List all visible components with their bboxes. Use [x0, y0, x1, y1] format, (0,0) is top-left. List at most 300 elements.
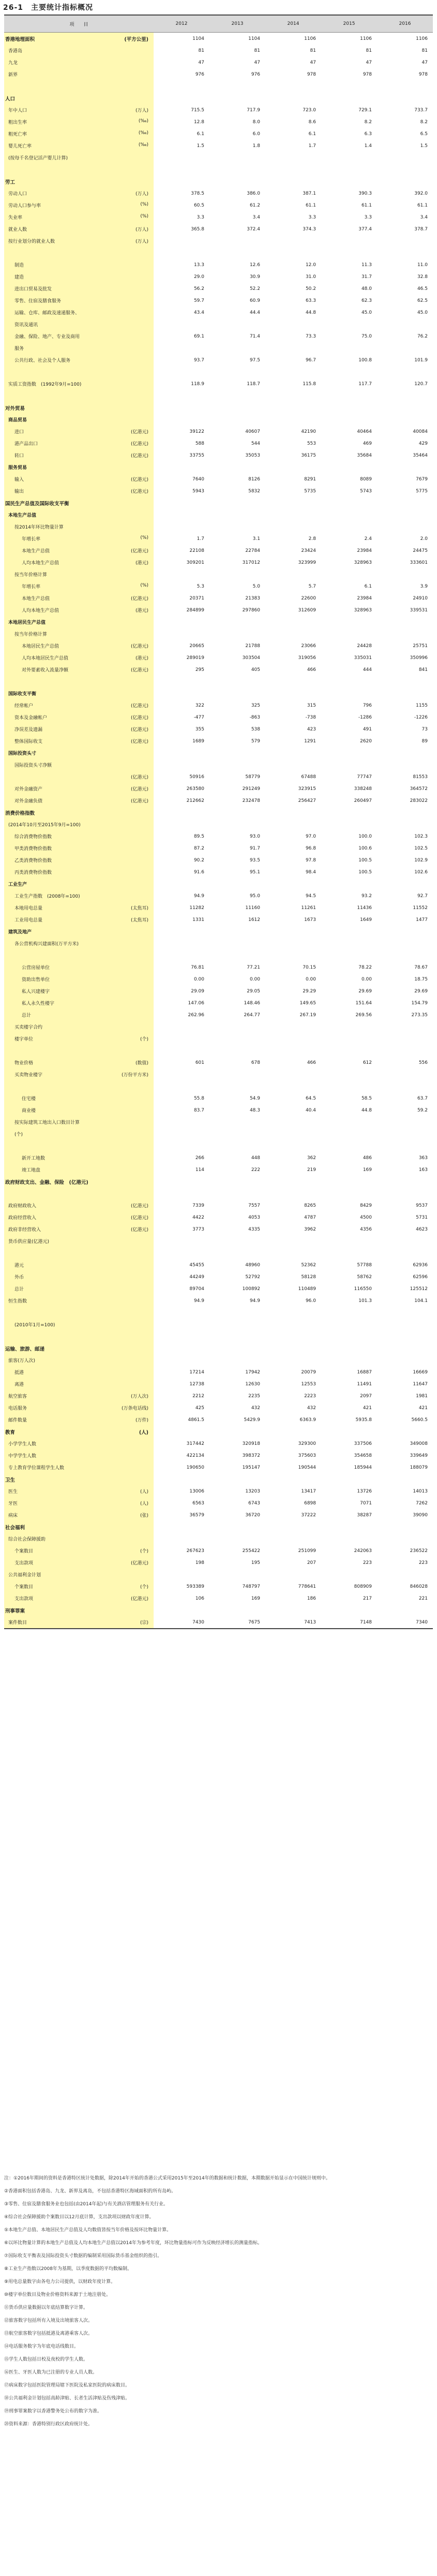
value-cell: 11282	[189, 905, 204, 911]
table-row	[4, 580, 433, 592]
row-label: 恒生指数	[8, 1299, 27, 1304]
table-row	[4, 1104, 433, 1116]
row-label-cell	[4, 1569, 154, 1580]
value-cell	[209, 568, 265, 580]
value-cell	[377, 1033, 433, 1045]
table-row	[4, 342, 433, 354]
value-cell: 12553	[301, 1381, 316, 1387]
row-label: 港元	[14, 1263, 24, 1268]
row-label: 粗出生率	[8, 120, 27, 125]
row-label: 各公营机构兴建面积(万平方米)	[14, 942, 79, 947]
table-row	[4, 1545, 433, 1557]
row-label-cell	[4, 545, 154, 557]
row-label-cell	[4, 1450, 154, 1461]
row-label-cell	[4, 378, 154, 390]
row-label: 本地居民生产总值	[22, 644, 59, 649]
row-unit: (万人)	[135, 192, 148, 197]
value-cell	[377, 1045, 433, 1057]
table-row	[4, 378, 433, 390]
table-row	[4, 449, 433, 461]
value-cell: 100892	[242, 1286, 260, 1292]
row-label: 竣工地盘	[22, 1168, 41, 1173]
value-cell	[209, 366, 265, 378]
table-row	[4, 1176, 433, 1188]
row-label-cell	[4, 1426, 154, 1438]
value-cell	[265, 1473, 321, 1485]
row-label-cell	[4, 1461, 154, 1473]
value-cell	[209, 402, 265, 414]
table-row	[4, 199, 433, 211]
value-cell: 486	[363, 1155, 372, 1161]
row-label: 按当年价格计算	[14, 573, 48, 578]
row-unit: (万份平方米)	[121, 1073, 148, 1078]
value-cell	[321, 1604, 377, 1616]
row-label-cell	[4, 1402, 154, 1414]
row-label-cell	[4, 271, 154, 283]
row-label: 运输、仓库、邮政及速递服务、	[14, 311, 80, 316]
row-label: 公营房屋单位	[22, 965, 50, 971]
value-cell: 364572	[410, 786, 428, 792]
value-cell	[265, 164, 321, 175]
value-cell: 58779	[245, 774, 260, 780]
value-cell	[209, 247, 265, 259]
value-cell: 4335	[248, 1226, 260, 1232]
value-cell: 81	[421, 48, 428, 53]
row-label-cell	[4, 1283, 154, 1295]
value-cell: 81553	[413, 774, 428, 780]
footnote: ⑧工业生产指数以2008年为基期，以季度数据的平均数编制。	[4, 2266, 132, 2272]
table-row	[4, 187, 433, 199]
value-cell	[265, 509, 321, 521]
value-cell: 1106	[304, 36, 316, 41]
value-cell	[377, 1604, 433, 1616]
value-cell: 35684	[357, 452, 372, 458]
value-cell: 21383	[245, 595, 260, 601]
footnote: ⑯医生、牙医人数为已注册的专业人员人数。	[4, 2370, 98, 2375]
value-cell: 73	[421, 726, 428, 732]
value-cell: 325	[251, 702, 260, 708]
value-cell	[154, 747, 209, 759]
row-label: 按2014年环比物量计算	[14, 525, 64, 530]
value-cell: 93.7	[193, 357, 204, 363]
value-cell	[321, 1426, 377, 1438]
value-cell	[377, 759, 433, 771]
value-cell	[377, 164, 433, 175]
value-cell	[377, 676, 433, 687]
row-label-cell	[4, 961, 154, 973]
value-cell: 32.8	[417, 274, 428, 280]
value-cell: 715.5	[191, 107, 204, 113]
table-row	[4, 56, 433, 68]
value-cell: 12.6	[249, 262, 260, 268]
row-label-cell	[4, 45, 154, 56]
row-label-cell	[4, 687, 154, 699]
row-label-cell	[4, 1438, 154, 1450]
value-cell	[265, 461, 321, 473]
table-row	[4, 997, 433, 1009]
row-unit: (亿港元)	[130, 727, 148, 733]
row-label: 外币	[14, 1275, 24, 1280]
value-cell	[265, 1342, 321, 1354]
value-cell	[209, 1176, 265, 1188]
value-cell: 22600	[301, 595, 316, 601]
table-row	[4, 461, 433, 473]
row-label-cell	[4, 592, 154, 604]
row-label-cell	[4, 1223, 154, 1235]
value-cell: 117.7	[358, 381, 372, 387]
value-cell	[154, 92, 209, 104]
value-cell: 93.0	[249, 833, 260, 839]
value-cell	[377, 747, 433, 759]
row-label-cell	[4, 521, 154, 533]
row-label-cell	[4, 795, 154, 807]
row-label-cell	[4, 938, 154, 949]
value-cell	[154, 414, 209, 426]
row-label: 本地居民生产总值	[8, 620, 46, 625]
row-label: 实质工资指数 (1992年9月=100)	[8, 382, 82, 387]
row-label: 公共福利金计划	[8, 1573, 41, 1578]
row-label: 港产品出口	[14, 442, 38, 447]
row-label-cell	[4, 1497, 154, 1509]
value-cell	[321, 521, 377, 533]
value-cell: 469	[363, 441, 372, 446]
value-cell: 16887	[357, 1369, 372, 1375]
row-label-cell	[4, 652, 154, 664]
value-cell: 3.3	[364, 214, 372, 220]
value-cell: 13.3	[193, 262, 204, 268]
value-cell	[154, 807, 209, 818]
row-label: 香港地理面积	[5, 36, 35, 42]
value-cell: 102.5	[414, 845, 428, 851]
value-cell: 5735	[304, 488, 316, 494]
row-label: 买卖楼宇合约	[14, 1025, 43, 1030]
table-row	[4, 1366, 433, 1378]
value-cell	[265, 616, 321, 628]
row-unit: (平方公里)	[124, 36, 148, 42]
row-label: 对外金融负债	[14, 799, 43, 804]
table-row	[4, 1485, 433, 1497]
value-cell	[377, 497, 433, 509]
row-label: 金融、保险、地产、专业及商用	[14, 334, 80, 340]
row-unit: (港元)	[135, 656, 148, 661]
value-cell: 77747	[357, 774, 372, 780]
table-row	[4, 1569, 433, 1580]
row-label-cell	[4, 1545, 154, 1557]
value-cell	[377, 414, 433, 426]
value-cell: 62.5	[417, 298, 428, 303]
row-label: 政府非经营收入	[8, 1227, 41, 1233]
value-cell	[321, 318, 377, 330]
value-cell	[265, 1045, 321, 1057]
row-label-cell	[4, 497, 154, 509]
row-label: 资助出售单位	[22, 977, 50, 983]
value-cell: 1.7	[308, 143, 316, 149]
value-cell: 363	[418, 1155, 428, 1161]
table-row	[4, 699, 433, 711]
value-cell	[209, 390, 265, 402]
row-unit: (数值)	[135, 1061, 148, 1066]
value-cell: 372.4	[247, 226, 260, 232]
footnote: ⑭电话服务数字为年底电话线数目。	[4, 2344, 79, 2349]
value-cell: 377.4	[358, 226, 372, 232]
value-cell	[209, 1533, 265, 1545]
row-label-cell	[4, 616, 154, 628]
table-row	[4, 1092, 433, 1104]
value-cell: 8126	[248, 476, 260, 482]
row-label: 政府财政支出、金融、保险 (亿港元)	[5, 1179, 88, 1185]
value-cell: 4861.5	[188, 1417, 204, 1423]
row-label-cell	[4, 664, 154, 676]
value-cell: 61.1	[305, 202, 316, 208]
table-row	[4, 1152, 433, 1164]
value-cell	[321, 568, 377, 580]
row-label: 按当年价格计算	[14, 632, 48, 637]
value-cell: 89.5	[193, 833, 204, 839]
footnote: ⑥以环比物量计算的本地生产总值及人均本地生产总值以2014年为参考年度，环比物量指标可作为反映经济增长的测量指标。	[4, 2241, 262, 2246]
value-cell	[209, 1521, 265, 1533]
value-cell: 289019	[186, 655, 204, 661]
value-cell: 78.67	[414, 964, 428, 970]
row-label-cell	[4, 1366, 154, 1378]
row-label: 物业价格	[14, 1061, 34, 1066]
value-cell	[265, 1116, 321, 1128]
table-row	[4, 1473, 433, 1485]
value-cell	[154, 152, 209, 164]
table-row	[4, 747, 433, 759]
row-unit: (宗)	[140, 1620, 148, 1626]
table-row	[4, 568, 433, 580]
value-cell: 14013	[413, 1488, 428, 1494]
table-header	[4, 16, 433, 33]
value-cell: 81	[198, 48, 204, 53]
row-unit: (亿港元)	[130, 739, 148, 744]
table-row	[4, 414, 433, 426]
row-label-cell	[4, 973, 154, 985]
row-label-cell	[4, 449, 154, 461]
value-cell: 295	[195, 667, 204, 672]
row-label-cell	[4, 259, 154, 271]
value-cell	[154, 402, 209, 414]
value-cell: 378.5	[191, 191, 204, 196]
value-cell: 601	[195, 1060, 204, 1065]
row-label: 支出款项	[14, 1597, 34, 1602]
value-cell	[209, 1473, 265, 1485]
value-cell: 8.2	[364, 119, 372, 125]
value-cell: 33755	[189, 452, 204, 458]
row-label-cell	[4, 366, 154, 378]
value-cell	[265, 175, 321, 187]
value-cell: 100.8	[358, 357, 372, 363]
row-label-cell	[4, 104, 154, 116]
value-cell: 12.0	[305, 262, 316, 268]
table-row	[4, 354, 433, 366]
value-cell	[209, 1188, 265, 1199]
row-label: 对外金融资产	[14, 787, 43, 792]
row-label: 进出口贸易及批发	[14, 287, 52, 292]
row-label: 整体国际收支	[14, 739, 43, 744]
value-cell	[154, 318, 209, 330]
table-row	[4, 533, 433, 545]
value-cell	[321, 175, 377, 187]
value-cell: 58128	[301, 1274, 316, 1280]
table-row	[4, 557, 433, 568]
row-label-cell	[4, 247, 154, 259]
value-cell: 57788	[357, 1262, 372, 1268]
value-cell	[321, 1319, 377, 1330]
row-unit: (亿港元)	[130, 453, 148, 459]
value-cell	[154, 1069, 209, 1080]
row-label-cell	[4, 354, 154, 366]
row-label-cell	[4, 306, 154, 318]
value-cell: 1.5	[197, 143, 204, 149]
value-cell: 60.9	[249, 298, 260, 303]
value-cell: 46.5	[417, 286, 428, 291]
value-cell	[154, 521, 209, 533]
table-row	[4, 973, 433, 985]
table-row	[4, 390, 433, 402]
row-label: 劳动人口	[8, 192, 27, 197]
value-cell: 6743	[248, 1500, 260, 1506]
value-cell: 94.9	[249, 1298, 260, 1304]
footnote: ②香港面积包括香港岛、九龙、新界及离岛，不包括香港特区海域面积的所有岛屿。	[4, 2189, 176, 2194]
row-label-cell	[4, 1485, 154, 1497]
value-cell: 4787	[304, 1214, 316, 1220]
value-cell: 16669	[413, 1369, 428, 1375]
value-cell	[209, 509, 265, 521]
value-cell	[377, 1021, 433, 1033]
table-row	[4, 735, 433, 747]
row-label: 人均本地生产总值	[22, 608, 59, 613]
value-cell: 588	[195, 441, 204, 446]
indicator-table-wrapper	[4, 14, 433, 1629]
value-cell: 40464	[357, 429, 372, 434]
value-cell	[209, 1569, 265, 1580]
row-unit: (亿港元)	[130, 1227, 148, 1233]
value-cell: 100.0	[358, 833, 372, 839]
value-cell	[321, 1235, 377, 1247]
value-cell: 94.5	[305, 893, 316, 899]
value-cell	[265, 366, 321, 378]
value-cell: 978	[307, 71, 316, 77]
row-label-cell	[4, 437, 154, 449]
row-unit: (亿港元)	[130, 442, 148, 447]
value-cell: 116550	[354, 1286, 372, 1292]
value-cell	[321, 1069, 377, 1080]
value-cell	[321, 235, 377, 247]
value-cell: 8429	[360, 1203, 372, 1208]
header-year: 2016	[377, 16, 433, 33]
row-label-cell	[4, 1580, 154, 1592]
value-cell	[209, 1319, 265, 1330]
value-cell: 778641	[298, 1584, 316, 1589]
value-cell	[154, 1569, 209, 1580]
row-label: 就业人数	[8, 227, 27, 232]
value-cell	[154, 390, 209, 402]
value-cell	[209, 521, 265, 533]
value-cell	[377, 1235, 433, 1247]
row-unit: (万人)	[135, 227, 148, 232]
row-label: 公共行政、社会及个人服务	[14, 358, 71, 363]
value-cell: 207	[307, 1560, 316, 1565]
value-cell: 11491	[357, 1381, 372, 1387]
row-label: (2014年10月至2015年9月=100)	[8, 823, 81, 828]
table-row	[4, 45, 433, 56]
row-label-cell	[4, 854, 154, 866]
value-cell: 717.9	[247, 107, 260, 113]
table-row	[4, 1426, 433, 1438]
value-cell	[265, 1521, 321, 1533]
value-cell: 5935.8	[355, 1417, 372, 1423]
row-label-cell	[4, 1188, 154, 1199]
row-unit: (亿港元)	[130, 799, 148, 804]
value-cell	[321, 1188, 377, 1199]
row-label-cell	[4, 807, 154, 818]
row-label-cell	[4, 699, 154, 711]
value-cell	[265, 1247, 321, 1259]
value-cell: 81	[254, 48, 260, 53]
table-row	[4, 938, 433, 949]
row-label-cell	[4, 68, 154, 80]
table-row	[4, 640, 433, 652]
row-label-cell	[4, 735, 154, 747]
row-label-cell	[4, 330, 154, 342]
value-cell: 45455	[189, 1262, 204, 1268]
value-cell: 31.7	[361, 274, 372, 280]
table-row	[4, 854, 433, 866]
value-cell	[154, 878, 209, 890]
row-label-cell	[4, 1104, 154, 1116]
value-cell	[209, 1128, 265, 1140]
value-cell	[265, 676, 321, 687]
table-row	[4, 878, 433, 890]
value-cell: 77.21	[247, 964, 260, 970]
row-label-cell	[4, 568, 154, 580]
value-cell	[377, 687, 433, 699]
table-row	[4, 152, 433, 164]
value-cell	[209, 414, 265, 426]
value-cell: 52.2	[249, 286, 260, 291]
value-cell	[154, 1021, 209, 1033]
value-cell: 1649	[360, 917, 372, 923]
value-cell	[209, 1342, 265, 1354]
table-row	[4, 1319, 433, 1330]
value-cell: 284899	[186, 607, 204, 613]
value-cell: 6.3	[364, 131, 372, 137]
row-label: 香港岛	[8, 49, 23, 54]
value-cell	[321, 628, 377, 640]
row-unit: (亿港元)	[130, 644, 148, 649]
value-cell	[321, 1033, 377, 1045]
value-cell: -863	[249, 714, 260, 720]
row-label: 离港	[14, 1382, 24, 1387]
row-label-cell	[4, 1533, 154, 1545]
value-cell: 151.64	[355, 1000, 372, 1006]
value-cell	[154, 247, 209, 259]
value-cell: 6898	[304, 1500, 316, 1506]
row-label-cell	[4, 175, 154, 187]
value-cell	[321, 676, 377, 687]
row-label-cell	[4, 783, 154, 795]
row-label-cell	[4, 1259, 154, 1271]
value-cell	[265, 1569, 321, 1580]
table-row	[4, 1342, 433, 1354]
row-label-cell	[4, 235, 154, 247]
value-cell: 556	[418, 1060, 428, 1065]
value-cell: 1.5	[420, 143, 428, 149]
row-label: 住宅楼	[22, 1096, 36, 1102]
value-cell	[154, 1319, 209, 1330]
value-cell: 44249	[189, 1274, 204, 1280]
